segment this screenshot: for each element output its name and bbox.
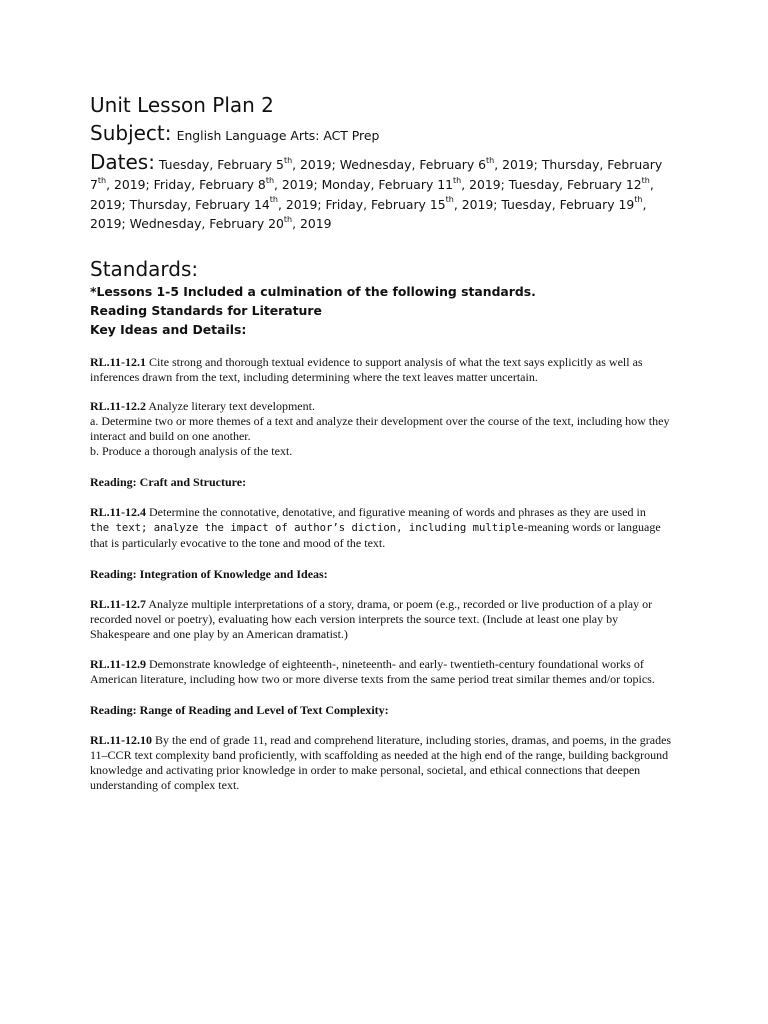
standard-rl7: [90, 597, 680, 642]
date-suffix: th: [634, 195, 643, 205]
date-text: Tuesday, February 5: [158, 157, 284, 172]
subject-label: Subject:: [90, 121, 172, 145]
date-tail: , 2019;: [453, 196, 498, 212]
date-tail: , 2019;: [494, 157, 538, 172]
date-item: [130, 216, 332, 231]
subject-value: English Language Arts: ACT Prep: [176, 128, 380, 143]
date-text: 2019; Friday, February 8: [114, 177, 266, 192]
date-tail: , 2019: [292, 216, 332, 231]
standard-text: Cite strong and thorough textual evidence to support analysis of what the text says explicitly as well as inferences drawn from the text, including determining where the text leaves matter uncertain.: [90, 354, 643, 384]
date-item: [322, 177, 505, 192]
section-heading-range: Reading: Range of Reading and Level of Text Complexity:: [90, 702, 389, 717]
dates-line: [90, 149, 680, 234]
standards-group: Reading Standards for Literature: [90, 302, 322, 318]
date-item: [114, 177, 318, 192]
standard-text: Determine the connotative, denotative, and figurative meaning of words and phrases as they are used in: [146, 504, 646, 519]
date-tail: , 2019;: [461, 177, 505, 192]
standard-subitem-a: a. Determine two or more themes of a text and analyze their development over the course of the text, including how they interact and build on one another.: [90, 413, 670, 443]
date-text: Tuesday, February 12: [508, 177, 642, 192]
standard-text: -meaning words or language that is particularly evocative to the tone and mood of the text.: [90, 519, 661, 550]
date-item: [326, 197, 498, 212]
date-suffix: th: [283, 214, 293, 224]
section-heading-integration: Reading: Integration of Knowledge and Ideas:: [90, 566, 328, 581]
standard-rl10: [90, 733, 680, 793]
standard-code: RL.11-12.10: [90, 732, 153, 747]
standard-text: Analyze literary text development.: [146, 398, 315, 413]
date-text: Wednesday, February 6: [339, 157, 487, 172]
standard-code: RL.11-12.7: [90, 596, 147, 611]
section-heading-craft: Reading: Craft and Structure:: [90, 474, 247, 489]
standard-text-mono: the text; analyze the impact of author’s diction, including multiple: [90, 521, 524, 534]
subject-line: [90, 120, 680, 149]
standard-text: Demonstrate knowledge of eighteenth-, nineteenth- and early- twentieth-century foundational works of American literature, including how two or more diverse texts from the same period treat similar themes and/or topics.: [90, 656, 655, 686]
standard-rl9: [90, 657, 680, 687]
standard-rl4: [90, 505, 680, 551]
date-suffix: th: [445, 195, 454, 205]
standards-note: *Lessons 1-5 Included a culmination of the following standards.: [90, 283, 536, 299]
date-tail: , 2019;: [90, 177, 654, 212]
standard-code: RL.11-12.9: [90, 656, 147, 671]
dates-list: [90, 157, 662, 231]
date-tail: , 2019;: [274, 177, 318, 192]
date-tail: , 2019;: [90, 196, 647, 231]
document-page: [90, 92, 680, 793]
date-text: Wednesday, February 20: [129, 216, 284, 231]
standard-subitem-b: b. Produce a thorough analysis of the text.: [90, 443, 293, 458]
date-suffix: th: [265, 175, 275, 185]
date-item: [130, 197, 322, 212]
standard-text: By the end of grade 11, read and comprehend literature, including stories, dramas, and poems, in the grades 11–CCR text complexity band proficiently, with scaffolding as needed at the high end of the range, building background knowledge and activating prior knowledge in order to make personal, societal, and ethical connections that deepen understanding of complex text.: [90, 732, 672, 792]
date-suffix: th: [269, 195, 278, 205]
date-text: Tuesday, February 19: [501, 196, 635, 212]
page-title: Unit Lesson Plan 2: [90, 93, 274, 117]
standard-code: RL.11-12.1: [90, 354, 147, 369]
standard-code: RL.11-12.2: [90, 398, 147, 413]
date-suffix: th: [453, 175, 462, 185]
standard-rl1: [90, 355, 680, 385]
standard-rl2: [90, 399, 680, 459]
date-suffix: th: [283, 155, 293, 165]
date-suffix: th: [97, 175, 107, 185]
standard-text: Analyze multiple interpretations of a story, drama, or poem (e.g., recorded or live production of a play or recorded novel or poetry), evaluating how each version interprets the source text. (Include at least one play by Shakespeare and one play by an American dramatist.): [90, 596, 653, 641]
standards-subgroup: Key Ideas and Details:: [90, 321, 247, 337]
date-suffix: th: [486, 155, 495, 165]
date-text: Friday, February 15: [325, 196, 446, 212]
standards-heading: Standards:: [90, 256, 199, 281]
date-item: [159, 157, 336, 172]
date-tail: , 2019;: [278, 196, 322, 212]
standard-code: RL.11-12.4: [90, 504, 147, 519]
date-text: Thursday, February 14: [129, 196, 270, 212]
dates-label: Dates:: [90, 150, 155, 174]
date-text: Thursday, February 7: [90, 157, 663, 192]
date-suffix: th: [641, 175, 650, 185]
date-text: Monday, February 11: [321, 177, 453, 192]
date-item: [340, 157, 538, 172]
date-tail: , 2019;: [292, 157, 336, 172]
date-tail: ,: [106, 177, 111, 192]
